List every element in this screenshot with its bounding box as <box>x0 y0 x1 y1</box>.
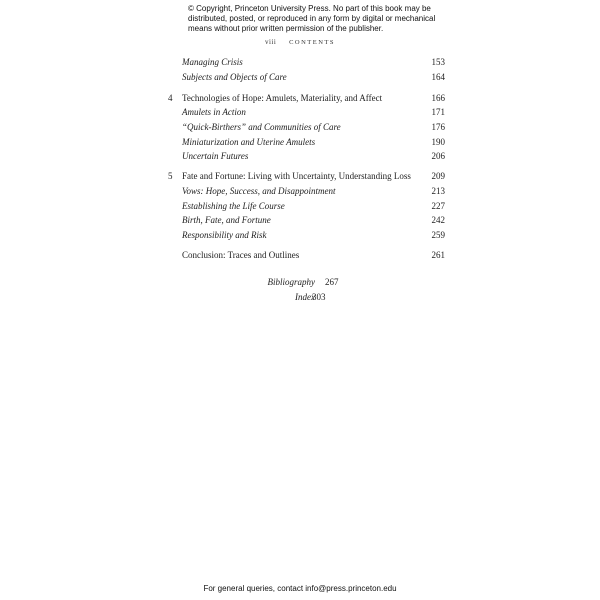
toc-entry-title: Birth, Fate, and Fortune <box>182 215 271 225</box>
toc-entry-title: Amulets in Action <box>182 107 246 117</box>
toc-chapter-entry[interactable] <box>168 92 445 104</box>
backmatter-title: Bibliography <box>267 277 315 287</box>
toc-entry-page: 166 <box>431 93 445 103</box>
toc-entry-page: 261 <box>431 250 445 260</box>
backmatter-title: Index <box>295 292 315 302</box>
toc-entry[interactable] <box>168 71 445 83</box>
toc-entry-page: 209 <box>431 171 445 181</box>
toc-entry-page: 176 <box>431 122 445 132</box>
toc-entry-title: Uncertain Futures <box>182 151 249 161</box>
backmatter-page: 267 <box>325 277 339 287</box>
toc-entry-title: “Quick-Birthers” and Communities of Care <box>182 122 341 132</box>
toc-entry[interactable] <box>168 106 445 118</box>
backmatter-page: 303 <box>312 292 326 302</box>
toc-entry-title: Miniaturization and Uterine Amulets <box>182 137 316 147</box>
toc-entry-page: 259 <box>431 230 445 240</box>
toc-entry-page: 227 <box>431 201 445 211</box>
toc-chapter-entry[interactable] <box>168 170 445 182</box>
toc-entry[interactable] <box>168 185 445 197</box>
toc-entry-title: Vows: Hope, Success, and Disappointment <box>182 186 336 196</box>
toc-chapter-entry[interactable] <box>168 249 445 261</box>
toc-entry[interactable] <box>168 150 445 162</box>
toc-entry[interactable] <box>168 214 445 226</box>
toc-entry-title: Managing Crisis <box>182 57 243 67</box>
toc-entry-page: 164 <box>431 72 445 82</box>
copyright-line: distributed, posted, or reproduced in any form by digital or mechanical <box>188 14 436 23</box>
copyright-notice <box>188 4 438 34</box>
running-head <box>0 38 600 46</box>
toc-entry-title: Fate and Fortune: Living with Uncertainty, Understanding Loss <box>182 171 411 181</box>
copyright-line: means without prior written permission of the publisher. <box>188 24 384 33</box>
toc-entry-page: 213 <box>431 186 445 196</box>
toc-entry[interactable] <box>168 136 445 148</box>
toc-chapter-number: 4 <box>168 93 173 103</box>
toc-entry[interactable] <box>168 200 445 212</box>
toc-entry-page: 242 <box>431 215 445 225</box>
toc-entry-title: Responsibility and Risk <box>182 230 267 240</box>
toc-entry[interactable] <box>168 56 445 68</box>
toc-entry[interactable] <box>168 121 445 133</box>
toc-entry-title: Technologies of Hope: Amulets, Materiality, and Affect <box>182 93 383 103</box>
toc-entry-page: 171 <box>431 107 445 117</box>
footer-contact: For general queries, contact info@press.princeton.edu <box>203 584 397 593</box>
toc-entry-page: 206 <box>431 151 445 161</box>
running-head-section: CONTENTS <box>289 39 336 46</box>
toc-entry[interactable] <box>168 229 445 241</box>
running-head-page-number: viii <box>264 38 277 46</box>
toc-chapter-number: 5 <box>168 171 173 181</box>
toc-entry-title: Conclusion: Traces and Outlines <box>182 250 300 260</box>
toc-entry-title: Subjects and Objects of Care <box>182 72 287 82</box>
toc-entry-title: Establishing the Life Course <box>182 201 285 211</box>
copyright-line: © Copyright, Princeton University Press. No part of this book may be <box>188 4 431 13</box>
toc-entry-page: 153 <box>431 57 445 67</box>
toc-entry-page: 190 <box>431 137 445 147</box>
